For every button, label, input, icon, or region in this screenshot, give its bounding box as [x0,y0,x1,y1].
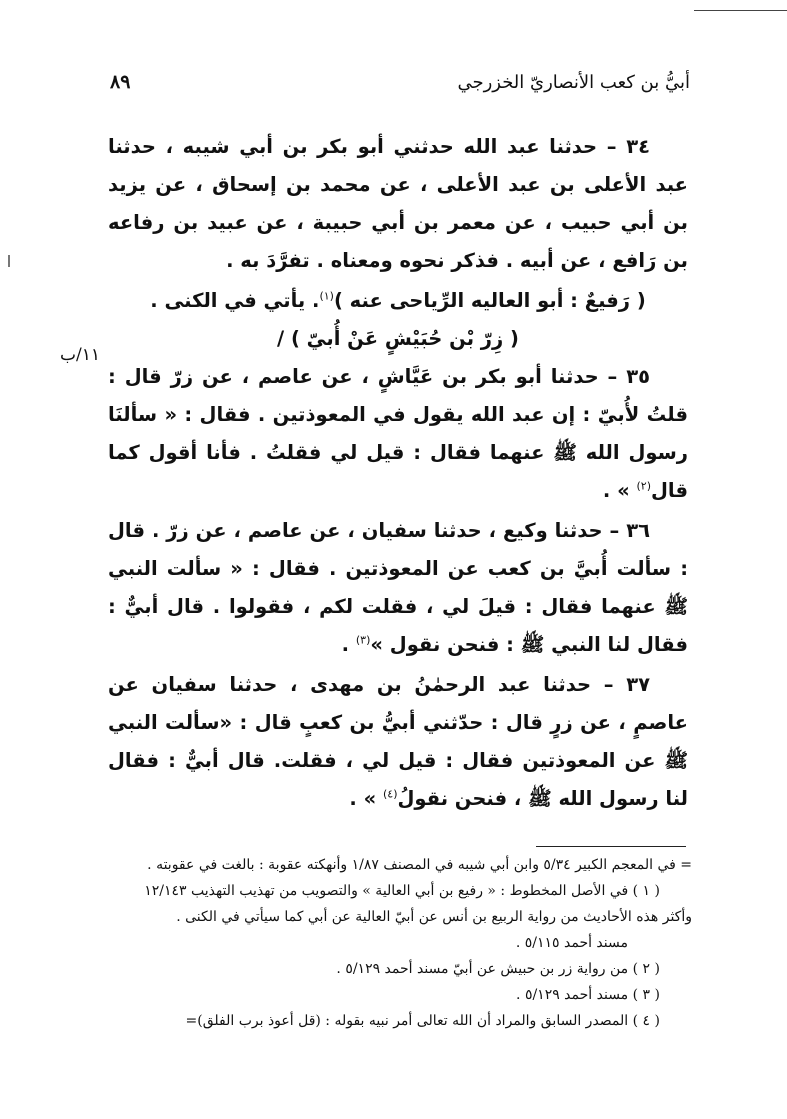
hadith-34: ٣٤ – حدثنا عبد الله حدثني أبو بكر بن أبي شيبه ، حدثنا عبد الأعلى بن عبد الأعلى ، عن محمد بن إسحاق ، عن يزيد بن أبي حبيب ، عن معمر بن أبي حبيبة ، عن عبيد بن رفاعه بن رَافع ، عن أبيه . فذكر نحوه ومعناه . تفرَّدَ به . [108,135,688,272]
narrator-heading-rafi: ( رَفيعٌ : أبو العاليه الرِّياحى عنه )$^{(١)}$. يأتي في الكنى . [150,289,646,312]
manuscript-folio-note: ١١/ب [60,345,100,365]
narrator-heading-zirr: ( زِرّ بْن حُبَيْشٍ عَنْ أُبيّ ) / [277,327,519,350]
footnote-1-cont: وأكثر هذه الأحاديث من رواية الربيع بن أنس عن أبيّ العالية عن أبي كما سيأتي في الكنى . [176,909,692,925]
hadith-36: ٣٦ – حدثنا وكيع ، حدثنا سفيان ، عن عاصم ، عن زرّ . قال : سألت أُبيَّ بن كعب عن المعوذتين . فقال : « سألت النبي ﷺ عنهما فقال : قيلَ لي ، فقلت لكم ، فقولوا . قال أبيٌّ : فقال لنا النبي ﷺ : فنحن نقول »$^{(٣)}$ . [108,519,688,656]
hadith-37: ٣٧ – حدثنا عبد الرحمٰنُ بن مهدى ، حدثنا سفيان عن عاصمٍ ، عن زرٍ قال : حدّثني أبيُّ بن كعبٍ قال : «سألت النبي ﷺ عن المعوذتين فقال : قيل لي ، فقلت. قال أبيٌّ : فقال لنا رسول الله ﷺ ، فنحن نقولُ$^{(٤)}$ » . [108,673,688,810]
footnote-2: ( ٢ ) من رواية زر بن حبيش عن أبيّ مسند أحمد ٥/١٢٩ . [336,961,660,977]
running-title: أبيُّ بن كعب الأنصاريّ الخزرجي [457,71,690,93]
main-text [108,128,688,818]
running-header [110,62,690,102]
top-edge-rule [694,10,787,11]
page-number: ٨٩ [110,71,131,93]
footnote-1-cont-2: مسند أحمد ٥/١١٥ . [515,935,628,951]
footnote-continuation: = في المعجم الكبير ٥/٣٤ وابن أبي شيبه في المصنف ١/٨٧ وأنهكته عقوبة : بالغت في عقوبته . [147,857,692,873]
footnote-ref-3: (٣) [355,633,371,647]
footnote-3: ( ٣ ) مسند أحمد ٥/١٢٩ . [516,987,660,1003]
footnote-ref-2: (٢) [636,479,651,493]
footnotes [100,852,692,1034]
footnote-4: ( ٤ ) المصدر السابق والمراد أن الله تعالى أمر نبيه بقوله : (قل أعوذ برب الفلق)= [185,1013,660,1029]
footnote-ref-1: (١) [319,289,334,303]
hadith-35: ٣٥ – حدثنا أبو بكر بن عَيَّاشٍ ، عن عاصم ، عن زرّ قال : قلتُ لأُبيّ : إن عبد الله يقول في المعوذتين . فقال : « سألنَا رسول الله ﷺ عنهما فقال : قيل لي فقلتُ . فأنا أقول كما قال$^{(٢)}$ » . [108,365,688,502]
margin-tick-mark [8,255,10,267]
footnote-1: ( ١ ) في الأصل المخطوط : « رفيع بن أبي العالية » والتصويب من تهذيب التهذيب ١٢/١٤٣ [144,883,660,899]
footnote-ref-4: (٤) [383,787,398,801]
footnote-separator [536,846,686,847]
